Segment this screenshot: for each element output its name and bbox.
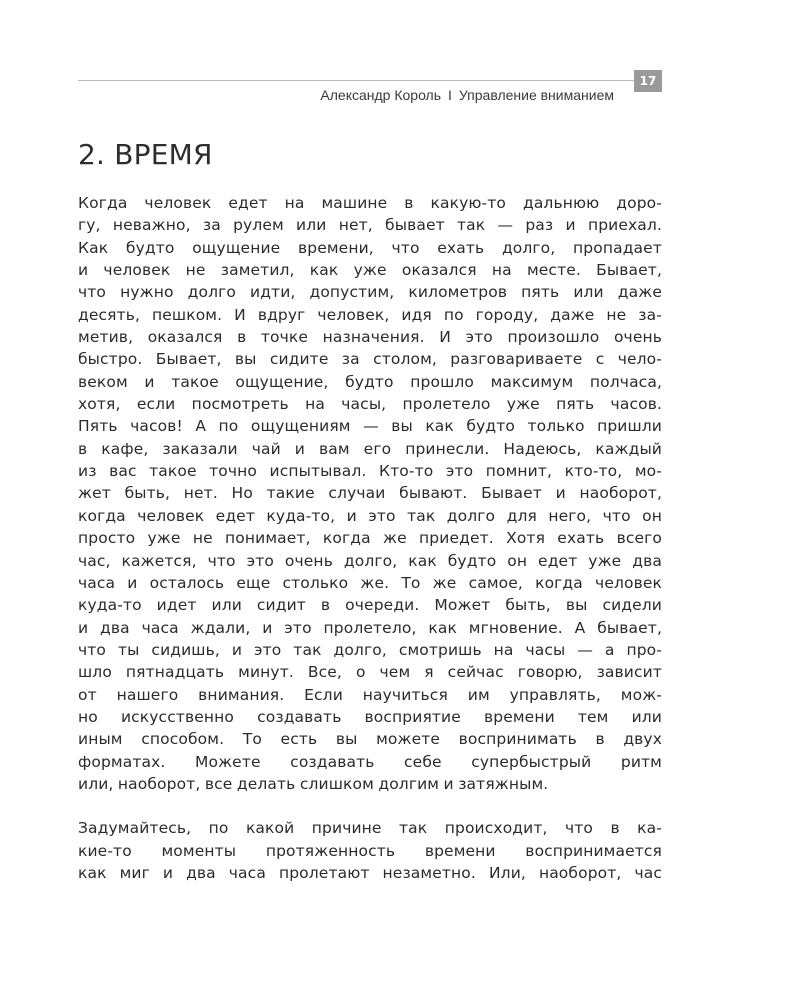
text-line: но искусственно создавать восприятие времени тем или bbox=[78, 707, 662, 726]
body-text bbox=[78, 192, 662, 884]
text-line: и человек не заметил, как уже оказался на месте. Бывает, bbox=[78, 261, 662, 280]
page-number: 17 bbox=[634, 70, 662, 92]
text-line: как миг и два часа пролетают незаметно. Или, наоборот, час bbox=[78, 863, 662, 882]
text-line: куда-то идет или сидит в очереди. Может быть, вы сидели bbox=[78, 596, 662, 615]
text-line: Когда человек едет на машине в какую-то дальнюю доро- bbox=[78, 194, 662, 212]
text-line: час, кажется, что это очень долго, как будто он едет уже два bbox=[78, 551, 662, 570]
text-line: Пять часов! А по ощущениям — вы как будто только пришли bbox=[78, 417, 662, 436]
text-line: часа и осталось еще столько же. То же самое, когда человек bbox=[78, 573, 662, 592]
running-head bbox=[320, 87, 614, 103]
text-line: кие-то моменты протяженность времени воспринимается bbox=[78, 841, 662, 860]
text-line: Как будто ощущение времени, что ехать долго, пропадает bbox=[78, 238, 662, 257]
text-line: Задумайтесь, по какой причине так происходит, что в ка- bbox=[78, 819, 662, 838]
text-line: шло пятнадцать минут. Все, о чем я сейчас говорю, зависит bbox=[78, 663, 662, 682]
text-line: в кафе, заказали чай и вам его принесли. Надеюсь, каждый bbox=[78, 439, 662, 458]
text-line: когда человек едет куда-то, и это так долго для него, что он bbox=[78, 506, 662, 525]
header-rule bbox=[78, 80, 634, 81]
chapter-title: 2. ВРЕМЯ bbox=[78, 138, 213, 171]
text-line: просто уже не понимает, когда же приедет. Хотя ехать всего bbox=[78, 529, 662, 548]
text-line: хотя, если посмотреть на часы, пролетело уже пять часов. bbox=[78, 395, 662, 414]
text-line: гу, неважно, за рулем или нет, бывает так — раз и приехал. bbox=[78, 216, 662, 235]
text-line: веком и такое ощущение, будто прошло максимум полчаса, bbox=[78, 372, 662, 391]
text-line: от нашего внимания. Если научиться им управлять, мож- bbox=[78, 685, 662, 704]
paragraph bbox=[78, 817, 662, 884]
text-line: метив, оказался в точке назначения. И это произошло очень bbox=[78, 328, 662, 347]
text-line: десять, пешком. И вдруг человек, идя по городу, даже не за- bbox=[78, 305, 662, 324]
text-line: что ты сидишь, и это так долго, смотришь на часы — а про- bbox=[78, 640, 662, 659]
text-line: и два часа ждали, и это пролетело, как мгновение. А бывает, bbox=[78, 618, 662, 637]
paragraph-gap bbox=[78, 795, 662, 817]
text-line: иным способом. То есть вы можете воспринимать в двух bbox=[78, 730, 662, 749]
text-line: жет быть, нет. Но такие случаи бывают. Бывает и наоборот, bbox=[78, 484, 662, 503]
author-name: Александр Король bbox=[320, 87, 442, 103]
book-title: Управление вниманием bbox=[458, 87, 614, 103]
text-line: что нужно долго идти, допустим, километров пять или даже bbox=[78, 283, 662, 302]
text-line: быстро. Бывает, вы сидите за столом, разговариваете с чело- bbox=[78, 350, 662, 369]
running-head-separator: I bbox=[448, 87, 452, 103]
text-line: форматах. Можете создавать себе супербыстрый ритм bbox=[78, 752, 662, 771]
text-line: из вас такое точно испытывал. Кто-то это помнит, кто-то, мо- bbox=[78, 462, 662, 481]
paragraph bbox=[78, 192, 662, 795]
text-line: или, наоборот, все делать слишком долгим и затяжным. bbox=[78, 774, 549, 793]
